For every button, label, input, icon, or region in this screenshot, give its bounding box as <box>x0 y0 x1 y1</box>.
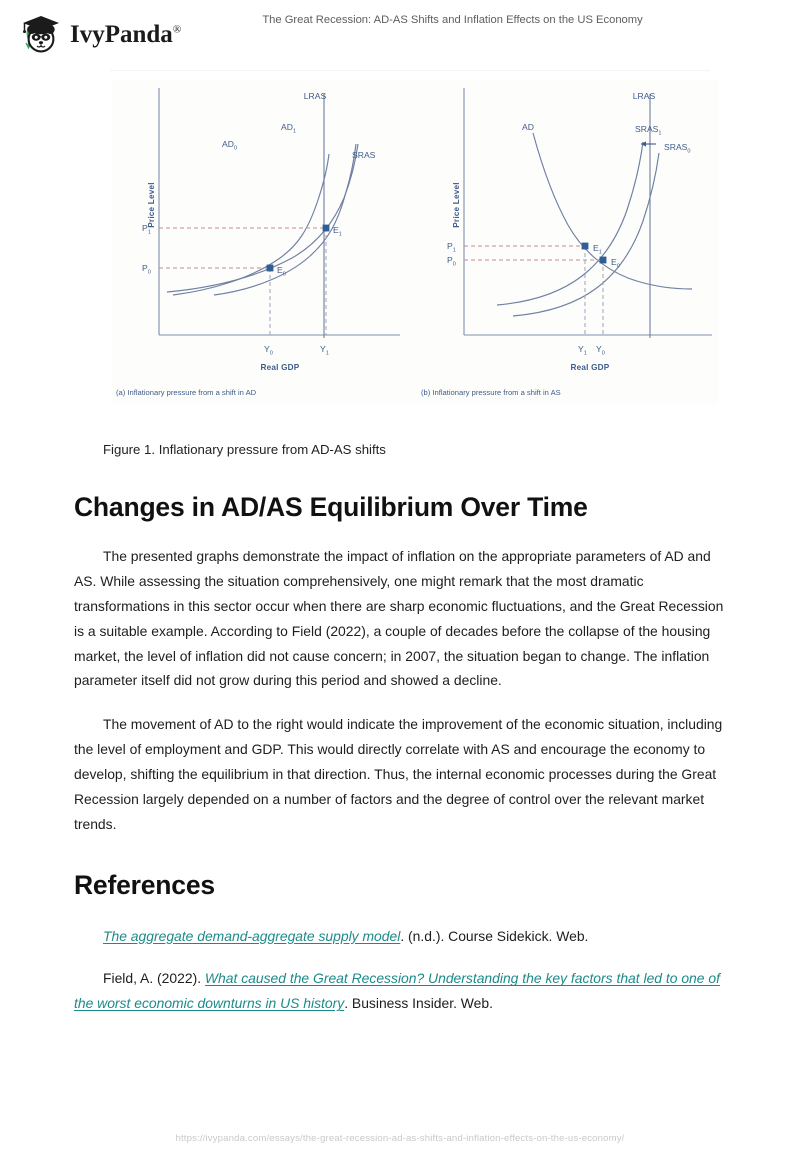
references-heading: References <box>74 869 215 900</box>
panel-a-tick-p0: $P_0$ <box>142 263 151 276</box>
footer-source-url: https://ivypanda.com/essays/the-great-recession-ad-as-shifts-and-inflation-effects-on-the-us-economy/ <box>175 1133 625 1144</box>
panel-a-lras-label: LRAS <box>303 91 327 101</box>
panel-a-marker-e1 <box>323 225 330 232</box>
panel-a-label-e1: $E_1$ <box>333 225 342 238</box>
body-paragraph-1: The presented graphs demonstrate the impact of inflation on the appropriate parameters of AD and AS. While assessing the situation comprehensively, one might remark that the most dramatic transformations in this sector occur when there are sharp economic fluctuations, and the Great Recession is a suitable example. According to Field (2022), a couple of decades before the collapse of the housing market, the level of inflation did not cause concern; in 2007, the situation began to change. The inflation parameter itself did not grow during this period and showed a decline. <box>74 547 724 689</box>
reference-entry-1 <box>74 924 726 949</box>
panel-a-tick-p1: $P_1$ <box>142 223 151 236</box>
page-footer <box>0 1128 800 1146</box>
panel-b-tick-y1: $Y_1$ <box>578 344 587 357</box>
figure-caption: Figure 1. Inflationary pressure from AD-AS shifts <box>103 442 386 457</box>
panel-b-marker-e0 <box>600 257 607 264</box>
panel-b-tick-p0: $P_0$ <box>447 255 456 268</box>
panel-b-sras0-label: $SRAS_0$ <box>664 142 691 155</box>
panel-b-caption: (b) Inflationary pressure from a shift in AS <box>421 388 561 397</box>
panel-a-sras-label: SRAS <box>352 150 376 160</box>
ad-as-diagram-svg <box>112 80 718 405</box>
panel-a-xlabel: Real GDP <box>260 363 300 372</box>
panel-a-marker-e0 <box>267 265 274 272</box>
panel-b-tick-y0: $Y_0$ <box>596 344 605 357</box>
panel-b-sras1-label: $SRAS_1$ <box>635 124 662 137</box>
panel-a-tick-y0: $Y_0$ <box>264 344 273 357</box>
reference-link-2[interactable]: What caused the Great Recession? Understanding the key factors that led to one of the worst economic downturns in US history <box>74 970 720 1012</box>
figure-image <box>112 80 718 405</box>
panel-b-ylabel: Price Level <box>452 182 461 228</box>
panel-b-label-e0: $E_0$ <box>611 257 620 270</box>
reference-entry-2 <box>74 966 726 1016</box>
header-divider <box>110 70 710 71</box>
reference-text-2: . Business Insider. Web. <box>344 995 493 1012</box>
panel-a-ad1-label: $AD_1$ <box>281 122 297 135</box>
panel-b-xlabel: Real GDP <box>570 363 610 372</box>
panel-a-ad0-label: $AD_0$ <box>222 139 238 152</box>
body-paragraph-2: The movement of AD to the right would indicate the improvement of the economic situation, including the level of employment and GDP. This would directly correlate with AS and encourage the economy to develop, shifting the equilibrium in that direction. Thus, the internal economic processes during the Great Recession largely depended on a number of factors and the degree of control over the relevant market trends. <box>74 716 723 832</box>
article-content <box>74 440 726 1034</box>
reference-text-1: . (n.d.). Course Sidekick. Web. <box>400 927 589 944</box>
panel-a-caption: (a) Inflationary pressure from a shift in AD <box>116 388 257 397</box>
page-header <box>0 0 800 71</box>
panel-b-lras-label: LRAS <box>632 91 656 101</box>
panel-b-tick-p1: $P_1$ <box>447 241 456 254</box>
document-title: The Great Recession: AD-AS Shifts and Inflation Effects on the US Economy <box>262 14 643 26</box>
panel-b-marker-e1 <box>582 243 589 250</box>
brand-name-text: IvyPanda <box>70 20 173 48</box>
panel-b-label-e1: $E_1$ <box>593 243 602 256</box>
page-title: Changes in AD/AS Equilibrium Over Time <box>74 492 588 523</box>
reference-link-1[interactable]: The aggregate demand-aggregate supply model <box>103 927 401 944</box>
registered-mark: ® <box>172 23 182 36</box>
panel-a-tick-y1: $Y_1$ <box>320 344 329 357</box>
panel-a-ylabel: Price Level <box>147 182 156 228</box>
panel-a-label-e0: $E_0$ <box>277 265 286 278</box>
panel-b-ad-label: AD <box>522 122 534 132</box>
reference-author-2: Field, A. (2022). <box>103 970 205 987</box>
